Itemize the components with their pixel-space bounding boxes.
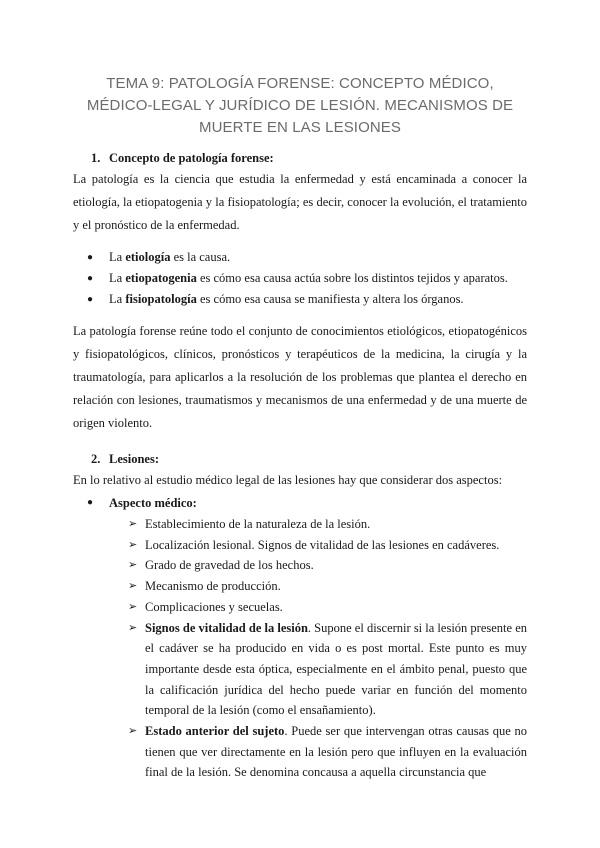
aspect-item-text: Establecimiento de la naturaleza de la lesión.	[145, 517, 371, 531]
aspect-item-term: Estado anterior del sujeto	[145, 724, 285, 739]
definition-prefix: La	[109, 271, 126, 285]
arrow-icon: ➢	[128, 559, 138, 572]
definition-item	[73, 247, 527, 268]
section-1-intro: La patología es la ciencia que estudia la enfermedad y está encaminada a conocer la etiología, la etiopatogenia y la fisiopatología; es decir, conocer la evolución, el tratamiento y el pronóstico de la enfermedad.	[73, 172, 527, 232]
section-2-number: 2.	[91, 452, 101, 466]
title-line-2: MÉDICO-LEGAL Y JURÍDICO DE LESIÓN. MECANISMOS DE	[86, 97, 514, 114]
aspect-item-term: Signos de vitalidad de la lesión	[145, 620, 308, 635]
arrow-icon: ➢	[128, 518, 138, 530]
definition-prefix: La	[109, 250, 126, 264]
title-line-1: TEMA 9: PATOLOGÍA FORENSE: CONCEPTO MÉDICO,	[106, 75, 494, 92]
document-body	[73, 148, 527, 783]
bullet-icon: ●	[87, 273, 94, 284]
definition-item	[73, 268, 527, 289]
aspect-item-text: . Supone el discernir si la lesión presente en el cadáver se ha producido en vida o es post mortal. Este punto es muy importante desde esta óptica, especialmente en el ámbito penal, puesto que la calificación jurídica del hecho puede variar en función del momento temporal de la lesión (como el ensañamiento).	[145, 620, 527, 718]
arrow-icon: ➢	[128, 600, 138, 613]
aspect-item-text: Complicaciones y secuelas.	[145, 599, 283, 614]
definition-text: es la causa.	[170, 250, 231, 264]
bullet-icon: ●	[87, 294, 94, 305]
definition-term: etiología	[125, 250, 171, 264]
bullet-icon: ●	[87, 497, 94, 508]
aspect-items	[73, 514, 527, 783]
aspect-item	[73, 597, 527, 618]
definition-list	[73, 247, 527, 310]
aspect-item-text: Mecanismo de producción.	[145, 579, 281, 594]
aspect-item	[73, 535, 527, 556]
definition-text: es cómo esa causa actúa sobre los distintos tejidos y aparatos.	[196, 271, 508, 285]
section-2-heading	[73, 449, 527, 469]
aspect-label: Aspecto médico:	[109, 496, 197, 510]
section-1-paragraph-2: La patología forense reúne todo el conjunto de conocimientos etiológicos, etiopatogénicos y fisiopatológicos, clínicos, pronósticos y terapéuticos de la medicina, la cirugía y la traumatología, para aplicarlos a la resolución de los problemas que plantea el derecho en relación con lesiones, traumatismos y mecanismos de una enfermedad y de una muerte de origen violento.	[73, 324, 527, 430]
aspect-heading	[73, 492, 527, 514]
bullet-icon: ●	[87, 252, 94, 263]
aspect-item-text: Grado de gravedad de los hechos.	[145, 558, 314, 573]
aspect-item	[73, 618, 527, 722]
section-1-heading	[73, 148, 527, 168]
definition-prefix: La	[109, 292, 126, 306]
arrow-icon: ➢	[128, 580, 138, 593]
arrow-icon: ➢	[128, 725, 138, 738]
section-2-title: Lesiones:	[109, 452, 159, 466]
aspect-item-text: Localización lesional. Signos de vitalidad de las lesiones en cadáveres.	[145, 537, 500, 552]
definition-text: es cómo esa causa se manifiesta y altera los órganos.	[196, 292, 464, 306]
section-2-intro: En lo relativo al estudio médico legal de las lesiones hay que considerar dos aspectos:	[73, 473, 503, 487]
definition-item	[73, 289, 527, 310]
section-1-number: 1.	[91, 151, 101, 165]
title-line-3: MUERTE EN LAS LESIONES	[199, 119, 401, 136]
arrow-icon: ➢	[128, 621, 138, 634]
arrow-icon: ➢	[128, 538, 138, 551]
aspect-item-text: . Puede ser que intervengan otras causas que no tienen que ver directamente en la lesión pero que influyen en la evaluación final de la lesión. Se denomina concausa a aquella circunstancia que	[145, 724, 527, 780]
definition-term: fisiopatología	[125, 292, 197, 306]
aspect-item	[73, 576, 527, 597]
aspect-item	[73, 555, 527, 576]
aspect-item	[73, 721, 527, 783]
definition-term: etiopatogenia	[125, 271, 197, 285]
aspect-item	[73, 514, 527, 535]
document-title	[60, 73, 540, 139]
section-1-title: Concepto de patología forense:	[109, 151, 274, 165]
